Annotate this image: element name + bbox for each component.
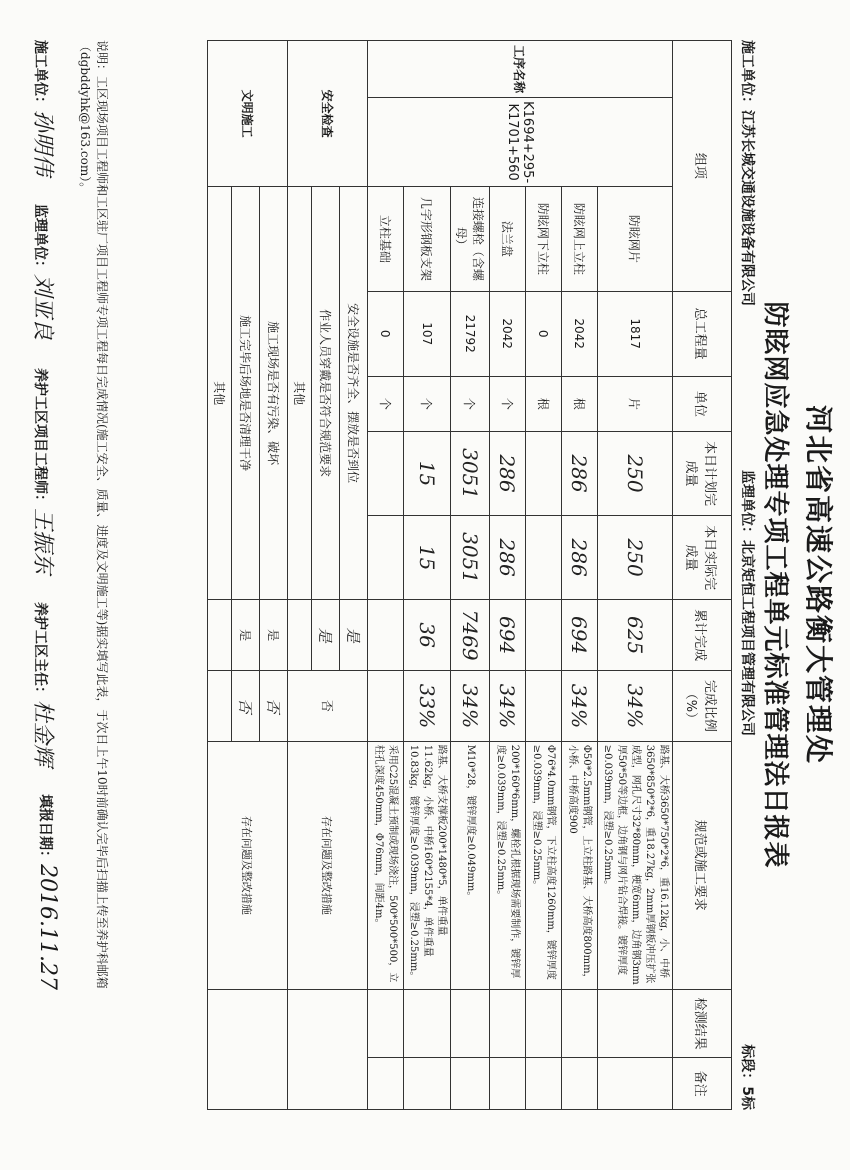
table-header-row [673,41,732,1110]
col-plan: 本日计划完成量 [673,432,732,516]
actual-quantity: 286 [490,516,526,600]
civilized-no: 否 [260,671,288,742]
engineer-signature-block [29,368,60,574]
col-test-result: 检测结果 [673,989,732,1057]
section-label: 标段：5标 [739,1044,755,1110]
requirement-text: M10*28，镀锌厚度≥0.049mm。 [451,741,490,989]
cumulative-quantity: 7469 [451,600,490,671]
supervision-unit: 监理单位：北京矩恒工程项目管理有限公司 [739,470,755,736]
report-note: 说明：工区现场项目工程师和工区驻厂项目工程师专项工程每日完成情况(施工安全、质量、进度及文明施工等)据实填写此表，于次日上午10时前确认完毕后扫描上传至养护科邮箱（dgbddyhk@163.com）。 [78,40,109,989]
col-requirement: 规范或施工要求 [673,741,732,989]
remark [368,1058,404,1110]
test-result [404,989,451,1057]
civilized-label: 文明施工 [208,41,288,187]
item-name: 防眩网上立柱 [562,187,598,292]
construction-sign-label: 施工单位： [32,40,48,110]
table-row [562,41,598,1110]
unit: 片 [598,376,673,431]
supervision-signature: 刘亚良 [30,274,55,341]
remark [562,1058,598,1110]
table-row [598,41,673,1110]
civilized-row [260,41,288,1110]
cumulative-quantity: 694 [490,600,526,671]
requirement-text: 200*160*6mm，螺栓孔根据现场需要制作，镀锌厚度≥0.039mm，浸塑≥0.25mm。 [490,741,526,989]
chief-signature: 杜金辉 [30,700,55,767]
unit: 个 [368,376,404,431]
col-unit: 单位 [673,376,732,431]
completion-percent [526,671,562,742]
actual-quantity: 250 [598,516,673,600]
col-actual: 本日实际完成量 [673,516,732,600]
plan-quantity [526,432,562,516]
process-name-label: 工序名称 [368,41,673,98]
table-row [404,41,451,1110]
safety-yes: 是 [312,600,340,671]
actual-quantity [368,516,404,600]
total-quantity: 2042 [562,291,598,376]
safety-item: 作业人员穿戴是否符合规范要求 [312,187,340,600]
col-item: 组项 [673,41,732,292]
total-quantity: 0 [368,291,404,376]
item-name: 立柱基础 [368,187,404,292]
cumulative-quantity: 625 [598,600,673,671]
test-result [490,989,526,1057]
chief-sign-label: 养护工区主任： [32,602,48,701]
civilized-problem-value [208,989,288,1109]
completion-percent: 34% [598,671,673,742]
remark [526,1058,562,1110]
test-result [526,989,562,1057]
remark [490,1058,526,1110]
unit: 根 [526,376,562,431]
date-label: 填报日期： [37,794,53,865]
safety-no-header: 否 [288,671,368,742]
requirement-text: 路基、大桥支撑板200*1480*5，单件重量11.62kg，小桥、中桥160*2155*4，单件重量10.83kg，镀锌厚度≥0.039mm，浸塑≥0.25mm。 [404,741,451,989]
safety-item: 其他 [288,187,312,600]
chief-signature-block [29,602,60,766]
completion-percent: 34% [562,671,598,742]
civilized-problem-label: 存在问题及整改措施 [208,741,288,989]
civilized-item: 施工完毕后场地是否清理干净 [232,187,260,600]
plan-quantity: 286 [562,432,598,516]
remark [598,1058,673,1110]
construction-unit: 施工单位：江苏长城交通设施设备有限公司 [739,40,755,306]
safety-problem-value [288,989,368,1109]
col-remark: 备注 [673,1058,732,1110]
civilized-yes [208,600,232,671]
unit: 个 [404,376,451,431]
civilized-no [208,671,232,742]
signature-footer [29,40,60,1120]
civilized-no: 否 [232,671,260,742]
completion-percent: 34% [451,671,490,742]
test-result [562,989,598,1057]
cumulative-quantity [526,600,562,671]
safety-row [340,41,368,1110]
requirement-text: Φ76*4.0mm钢管，下立柱高度1260mm，镀锌厚度≥0.039mm，浸塑≥0.25mm。 [526,741,562,989]
total-quantity: 107 [404,291,451,376]
unit: 根 [562,376,598,431]
safety-yes [288,600,312,671]
col-cumulative: 累计完成 [673,600,732,671]
table-row [526,41,562,1110]
unit: 个 [451,376,490,431]
table-row [451,41,490,1110]
test-result [598,989,673,1057]
engineer-sign-label: 养护工区项目工程师： [32,368,48,509]
cumulative-quantity [368,600,404,671]
supervision-signature-block [29,204,60,340]
completion-percent: 34% [490,671,526,742]
agency-title: 河北省高速公路衡大管理处 [802,404,835,765]
plan-quantity: 15 [404,432,451,516]
plan-quantity: 3051 [451,432,490,516]
construction-signature: 孙明伟 [30,110,55,177]
actual-quantity [526,516,562,600]
test-result [368,989,404,1057]
report-subtitle: 防眩网应急处理专项工程单元标准管理法日报表 [760,301,790,869]
civilized-yes: 是 [232,600,260,671]
table-row [490,41,526,1110]
total-quantity: 0 [526,291,562,376]
total-quantity: 2042 [490,291,526,376]
plan-quantity: 250 [598,432,673,516]
col-percent: 完成比例（%） [673,671,732,742]
civilized-item: 其他 [208,187,232,600]
remark [404,1058,451,1110]
completion-percent: 33% [404,671,451,742]
requirement-text: 采用C25混凝土预制或现场浇注，500*500*500，立柱孔深度450mm，Φ76mm，间距4m。 [368,741,404,989]
completion-percent [368,671,404,742]
item-name: 防眩网片 [598,187,673,292]
actual-quantity: 15 [404,516,451,600]
actual-quantity: 3051 [451,516,490,600]
report-title-block [759,0,840,1170]
location-range: K1694+295-K1701+560 [368,98,673,187]
report-date-block [29,794,60,990]
supervision-sign-label: 监理单位： [32,204,48,275]
cumulative-quantity: 694 [562,600,598,671]
plan-quantity: 286 [490,432,526,516]
item-name: 几字形钢板支架 [404,187,451,292]
civilized-item: 施工现场是否有污染、破坏 [260,187,288,600]
item-name: 连接螺栓（含螺母） [451,187,490,292]
safety-item: 安全设施是否齐全、摆放是否到位 [340,187,368,600]
item-name: 法兰盘 [490,187,526,292]
remark [451,1058,490,1110]
safety-problem-label: 存在问题及整改措施 [288,741,368,989]
test-result [451,989,490,1057]
safety-label: 安全检查 [288,41,368,187]
requirement-text: Φ50*2.5mm钢管，上立柱路基、大桥高度800mm，小桥、中桥高度900 [562,741,598,989]
engineer-signature: 王振东 [30,508,55,575]
safety-yes: 是 [340,600,368,671]
table-row [368,41,404,1110]
unit: 个 [490,376,526,431]
daily-report-table [207,40,732,1110]
report-date: 2016.11.27 [35,864,60,991]
construction-signature-block [29,40,60,176]
cumulative-quantity: 36 [404,600,451,671]
total-quantity: 1817 [598,291,673,376]
requirement-text: 路基、大桥3650*750*2*6，重16.12kg，小、中桥3650*850*2*6，重18.27kg，2mm厚钢板冲压扩张成型，网孔尺寸32*80mm，梗宽6mm，边角钢3mm厚50*50等边框，边角钢与网片钻合焊接。镀锌厚度≥0.039mm，浸塑≥0.25mm。 [598,741,673,989]
plan-quantity [368,432,404,516]
total-quantity: 21792 [451,291,490,376]
item-name: 防眩网下立柱 [526,187,562,292]
actual-quantity: 286 [562,516,598,600]
civilized-yes: 是 [260,600,288,671]
col-total: 总工程量 [673,291,732,376]
